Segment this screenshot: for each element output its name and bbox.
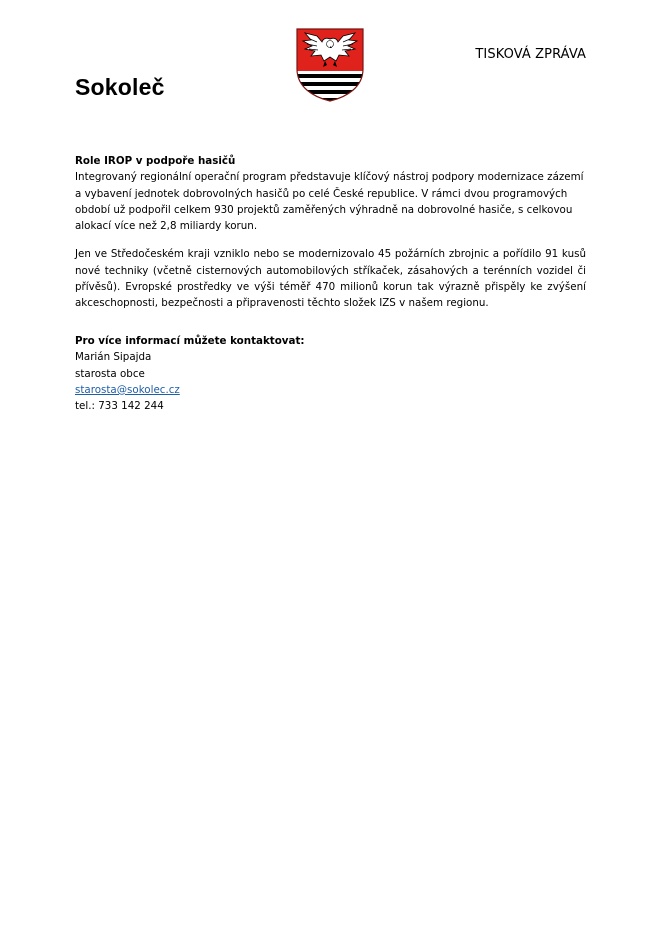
contact-role: starosta obce — [75, 367, 145, 380]
article-heading: Role IROP v podpoře hasičů — [75, 155, 236, 167]
contact-name: Marián Sipajda — [75, 351, 152, 364]
contact-heading: Pro více informací můžete kontaktovat: — [75, 335, 305, 347]
article-paragraph: Jen ve Středočeském kraji vzniklo nebo se modernizovalo 45 požárních zbrojnic a pořídilo 91 kusů nové techniky (včetně cisternových automobilových stříkaček, zásahových a terénních vozidel či přívěsů). Evropské prostředky ve výši téměř 470 milionů korun tak výrazně přispěly ke zvýšení akceschopnosti, bezpečnosti a připravenosti těchto složek IZS v našem regionu. — [75, 248, 586, 310]
contact-phone: tel.: 733 142 244 — [75, 400, 164, 413]
contact-block — [75, 333, 305, 414]
press-release-label: TISKOVÁ ZPRÁVA — [475, 47, 586, 62]
article-body — [75, 153, 586, 324]
contact-email-link[interactable]: starosta@sokolec.cz — [75, 383, 180, 396]
article-paragraph: Integrovaný regionální operační program představuje klíčový nástroj podpory modernizace zázemí a vybavení jednotek dobrovolných hasičů po celé České republice. V rámci dvou programových období už podpořil celkem 930 projektů zaměřených výhradně na dobrovolné hasiče, s celkovou alokací více než 2,8 miliardy korun. — [75, 171, 584, 233]
municipal-crest-logo — [295, 27, 365, 102]
document-title: Sokoleč — [75, 74, 165, 100]
